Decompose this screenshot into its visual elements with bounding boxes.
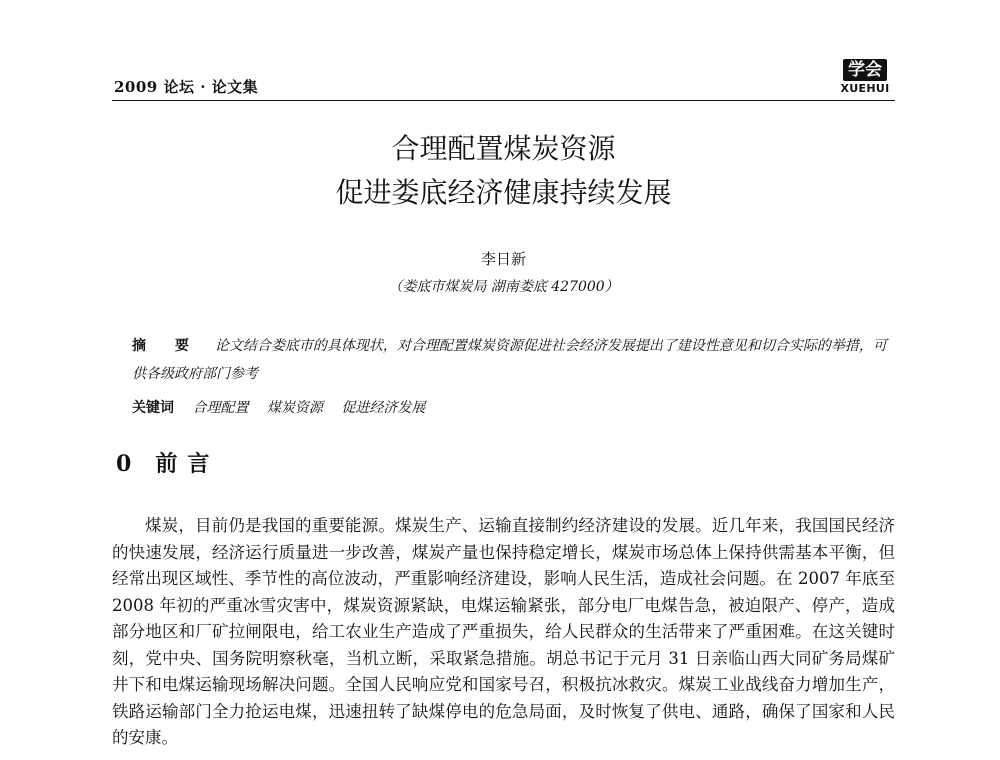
keyword-item: 合理配置 bbox=[192, 400, 249, 416]
keywords-label: 关键词 bbox=[132, 400, 174, 416]
keyword-item: 煤炭资源 bbox=[266, 400, 323, 416]
author-name: 李日新 bbox=[480, 250, 526, 268]
keyword-item: 促进经济发展 bbox=[341, 400, 426, 416]
abstract-label: 摘 要 bbox=[132, 338, 201, 354]
journal-series: 2009 论坛 · 论文集 bbox=[114, 78, 259, 96]
xuehui-logo bbox=[836, 59, 894, 99]
paper-title-line-2: 促进娄底经济健康持续发展 bbox=[335, 176, 672, 209]
paper-title-line-1: 合理配置煤炭资源 bbox=[391, 132, 616, 165]
section-heading bbox=[116, 447, 219, 478]
logo-english-text: XUEHUI bbox=[840, 82, 890, 95]
section-number: 0 bbox=[116, 451, 134, 477]
abstract bbox=[132, 332, 892, 388]
body-paragraph: 煤炭，目前仍是我国的重要能源。煤炭生产、运输直接制约经济建设的发展。近几年来，我国国民经济的快速发展，经济运行质量进一步改善，煤炭产量也保持稳定增长，煤炭市场总体上保持供需基本平衡，但经常出现区域性、季节性的高位波动，严重影响经济建设，影响人民生活，造成社会问题。在 2007 年底至 2008 年初的严重冰雪灾害中，煤炭资源紧缺，电煤运输紧张，部分电厂电煤告急，被迫限产、停产，造成部分地区和厂矿拉闸限电，给工农业生产造成了严重损失，给人民群众的生活带来了严重困难。在这关键时刻，党中央、国务院明察秋毫，当机立断，采取紧急措施。胡总书记于元月 31 日亲临山西大同矿务局煤矿井下和电煤运输现场解决问题。全国人民响应党和国家号召，积极抗冰救灾。煤炭工业战线奋力增加生产，铁路运输部门全力抢运电煤，迅速扭转了缺煤停电的危急局面，及时恢复了供电、通路，确保了国家和人民的安康。 bbox=[112, 516, 895, 747]
section-title: 前言 bbox=[155, 451, 220, 477]
logo-chinese-text: 学会 bbox=[843, 59, 887, 81]
abstract-text: 论文结合娄底市的具体现状，对合理配置煤炭资源促进社会经济发展提出了建设性意见和切合实际的举措，可供各级政府部门参考 bbox=[132, 338, 887, 382]
keywords bbox=[132, 397, 439, 417]
header-divider bbox=[112, 100, 895, 101]
author-affiliation: （娄底市煤炭局 湖南娄底 427000） bbox=[388, 279, 619, 295]
